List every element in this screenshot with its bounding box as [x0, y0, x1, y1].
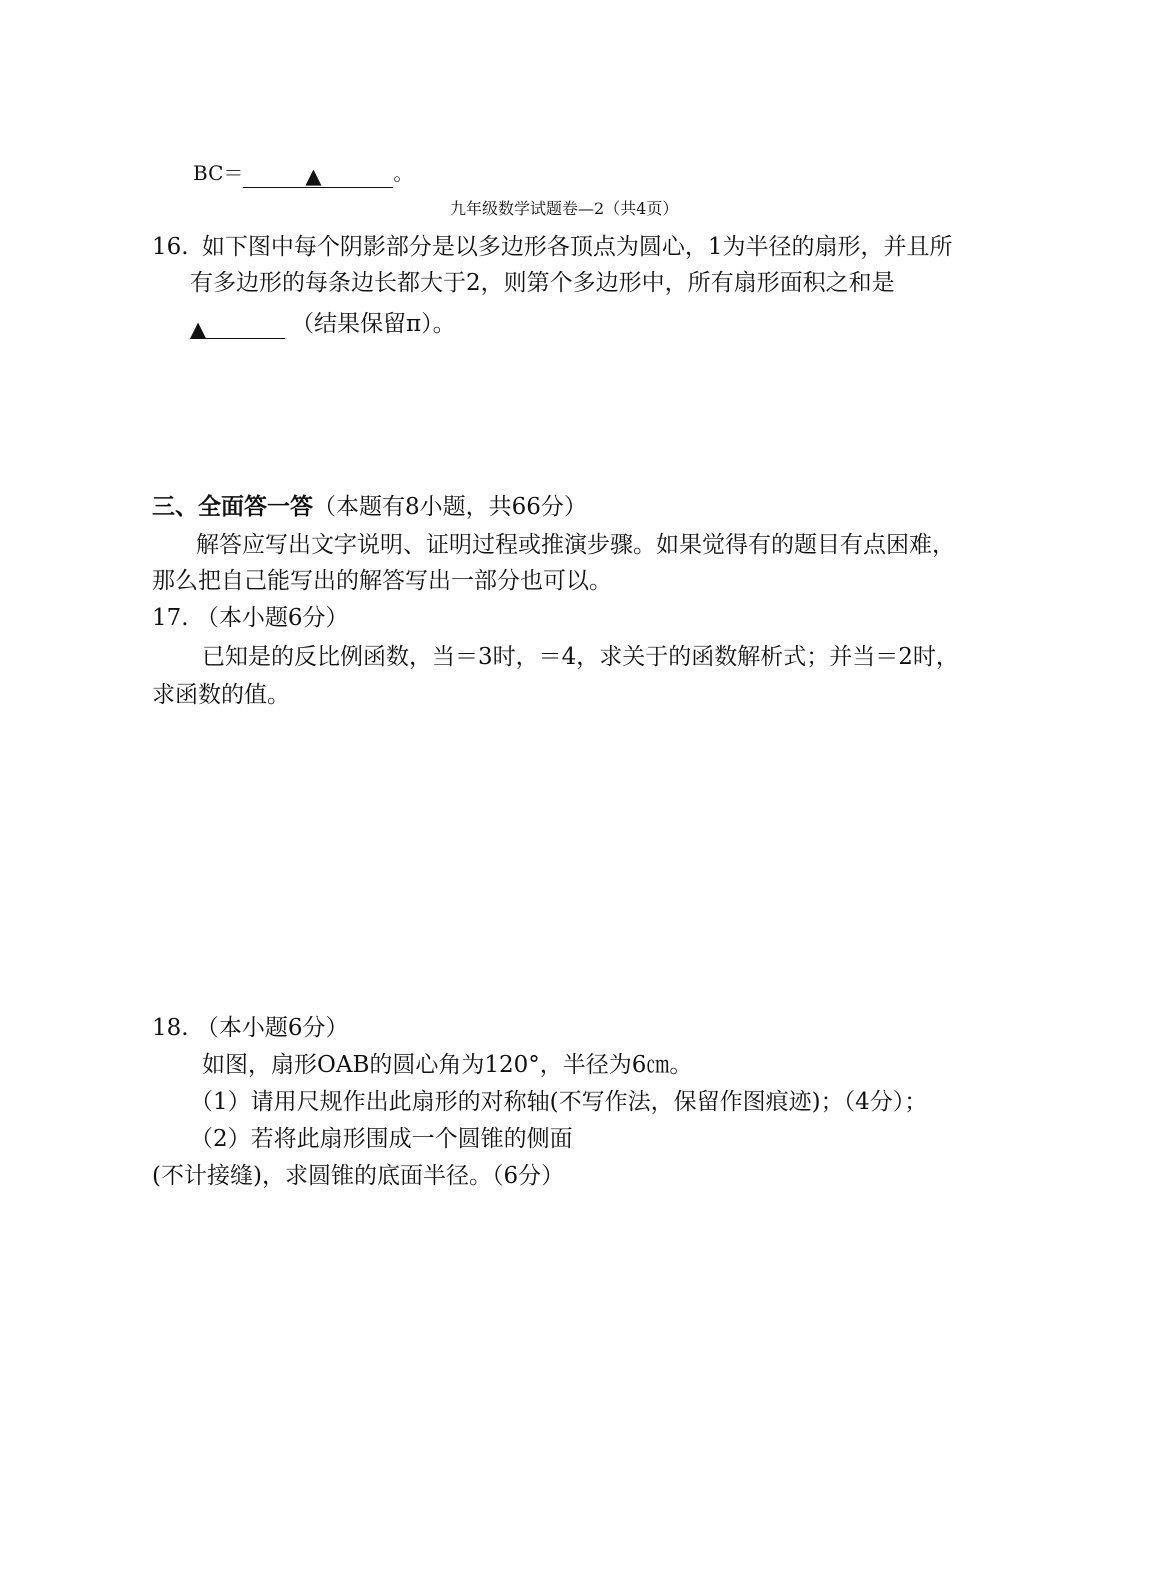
q16-answer-blank	[190, 314, 285, 339]
q15-prefix: BC＝	[193, 161, 244, 185]
q17-header: 17. （本小题6分）	[152, 605, 349, 631]
answer-triangle-icon: ▲	[190, 317, 207, 341]
section-title: 三、全面答一答	[152, 493, 313, 520]
section-intro-2: 那么把自己能写出的解答写出一部分也可以。	[152, 568, 612, 594]
q18-line-4: (不计接缝)，求圆锥的底面半径。（6分）	[152, 1163, 565, 1189]
answer-triangle-icon: ▲	[305, 164, 322, 188]
q17-line-2: 求函数的值。	[152, 682, 290, 708]
page-footer: 九年级数学试题卷—2（共4页）	[450, 199, 679, 218]
q16-line-2: 有多边形的每条边长都大于2，则第个多边形中，所有扇形面积之和是	[190, 270, 895, 296]
q15-answer-blank	[243, 163, 393, 188]
section-note: （本题有8小题，共66分）	[313, 494, 587, 520]
q16-line-1	[152, 232, 953, 262]
q18-line-2: （1）请用尺规作出此扇形的对称轴(不写作法，保留作图痕迹)；（4分）；	[190, 1089, 928, 1115]
q16-text-3: （结果保留π）。	[291, 311, 456, 337]
q18-line-3: （2）若将此扇形围成一个圆锥的侧面	[190, 1126, 573, 1152]
q16-line-3	[190, 309, 456, 339]
section-heading	[152, 492, 587, 522]
q15-suffix: 。	[393, 161, 414, 185]
q16-text-1: 如下图中每个阴影部分是以多边形各顶点为圆心，1为半径的扇形，并且所	[201, 234, 953, 260]
section-intro-1: 解答应写出文字说明、证明过程或推演步骤。如果觉得有的题目有点困难，	[196, 532, 955, 558]
q17-line-1: 已知是的反比例函数，当＝3时，＝4，求关于的函数解析式；并当＝2时，	[202, 644, 959, 670]
q15-answer-line	[193, 158, 413, 188]
q18-line-1: 如图，扇形OAB的圆心角为120°，半径为6㎝。	[202, 1052, 693, 1078]
q18-header: 18. （本小题6分）	[152, 1015, 349, 1041]
q16-number: 16.	[152, 234, 189, 260]
